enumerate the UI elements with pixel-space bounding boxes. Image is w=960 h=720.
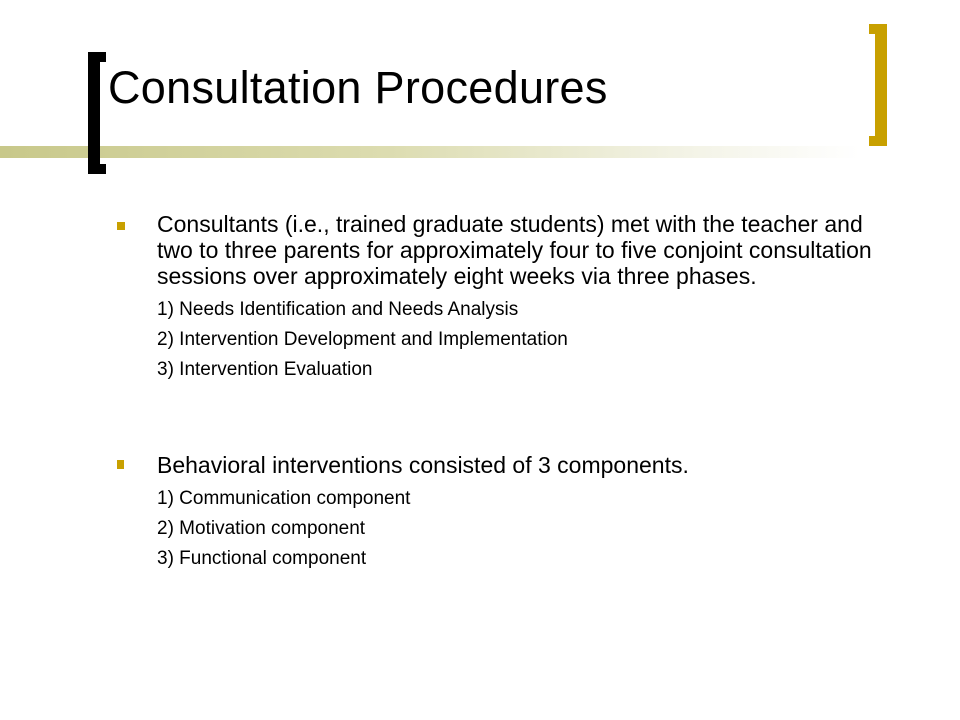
square-bullet-icon (117, 222, 125, 230)
slide-title: Consultation Procedures (108, 62, 608, 113)
list-item: 2) Motivation component (157, 518, 366, 539)
list-item: 3) Intervention Evaluation (157, 359, 373, 380)
list-item: 3) Functional component (157, 548, 367, 569)
bullet-consultants (117, 211, 887, 385)
right-bracket-decoration (875, 24, 887, 146)
list-item: 2) Intervention Development and Implementation (157, 329, 568, 350)
components-list (117, 484, 887, 574)
bullet-text: Consultants (i.e., trained graduate students) met with the teacher and two to three parents for approximately four to five conjoint consultation sessions over approximately eight weeks via three phases. (157, 211, 872, 289)
phases-list (117, 295, 887, 385)
title-underline-band (0, 146, 860, 158)
list-item: 1) Communication component (157, 488, 411, 509)
bullet-row (117, 452, 887, 478)
list-item: 1) Needs Identification and Needs Analysis (157, 299, 519, 320)
bullet-row (117, 211, 887, 289)
bullet-text: Behavioral interventions consisted of 3 components. (157, 452, 689, 478)
bullet-behavioral-interventions (117, 452, 887, 574)
square-bullet-icon (117, 460, 124, 469)
left-bracket-decoration (88, 52, 100, 174)
